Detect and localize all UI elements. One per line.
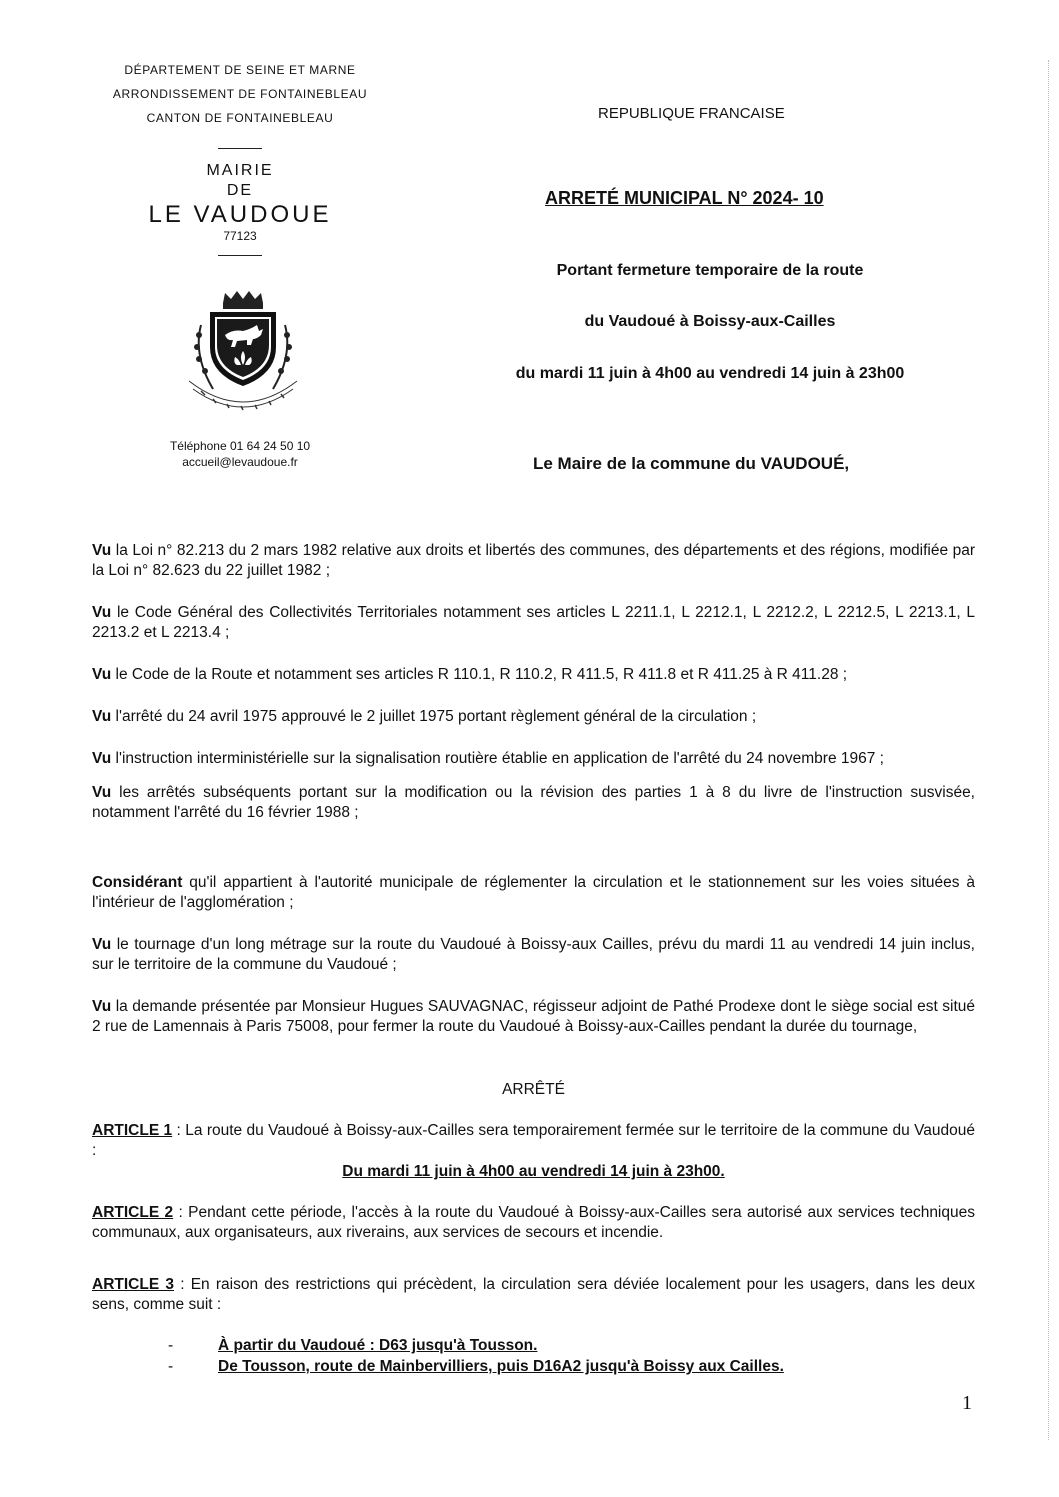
article-3 bbox=[92, 1275, 975, 1315]
maire-heading: Le Maire de la commune du VAUDOUÉ, bbox=[533, 454, 850, 473]
visa-text: le Code Général des Collectivités Territoriales notamment ses articles L 2211.1, L 2212.1, L 2212.2, L 2212.5, L 2213.1, L 2213.2 et L 2213.4 ; bbox=[92, 604, 975, 641]
visa-paragraph bbox=[92, 603, 975, 643]
article-label: ARTICLE 2 bbox=[92, 1204, 174, 1221]
article-label: ARTICLE 3 bbox=[92, 1276, 174, 1293]
visa-paragraph bbox=[92, 665, 975, 685]
article-2 bbox=[92, 1203, 975, 1243]
visa-text: le Code de la Route et notamment ses articles R 110.1, R 110.2, R 411.5, R 411.8 et R 411.25 à R 411.28 ; bbox=[111, 666, 848, 683]
article-label: ARTICLE 1 bbox=[92, 1122, 173, 1139]
bottom-rule bbox=[218, 255, 262, 256]
article-text: : Pendant cette période, l'accès à la route du Vaudoué à Boissy-aux-Cailles sera autorisé aux services techniques communaux, aux organisateurs, aux riverains, aux services de secours et incendie. bbox=[92, 1204, 975, 1241]
article-text: : La route du Vaudoué à Boissy-aux-Cailles sera temporairement fermée sur le territoire de la commune du Vaudoué : bbox=[92, 1122, 975, 1159]
visa-lead: Vu bbox=[92, 666, 112, 683]
visa-text: la demande présentée par Monsieur Hugues SAUVAGNAC, régisseur adjoint de Pathé Prodexe dont le siège social est situé 2 rue de Lamennais à Paris 75008, pour fermer la route du Vaudoué à Boissy-aux-Cailles pendant la durée du tournage, bbox=[92, 998, 975, 1035]
arrete-heading: ARRÊTÉ bbox=[502, 1081, 565, 1098]
visa-lead: Vu bbox=[92, 750, 112, 767]
visa-paragraph bbox=[92, 541, 975, 581]
visa-text: les arrêtés subséquents portant sur la modification ou la révision des parties 1 à 8 du livre de l'instruction susvisée, notamment l'arrêté du 16 février 1988 ; bbox=[92, 784, 975, 821]
top-rule bbox=[218, 148, 262, 149]
telephone: Téléphone 01 64 24 50 10 bbox=[169, 439, 311, 453]
arrondissement-line: ARRONDISSEMENT DE FONTAINEBLEAU bbox=[112, 87, 368, 101]
municipal-crest-icon bbox=[183, 285, 303, 413]
list-dash: - bbox=[168, 1358, 174, 1375]
visa-paragraph bbox=[92, 935, 975, 975]
considerant-lead: Considérant bbox=[92, 874, 183, 891]
deviation-text: De Tousson, route de Mainbervilliers, puis D16A2 jusqu'à Boissy aux Cailles. bbox=[218, 1358, 784, 1375]
list-dash: - bbox=[168, 1337, 174, 1354]
republique-heading: REPUBLIQUE FRANCAISE bbox=[598, 105, 785, 122]
deviation-text: À partir du Vaudoué : D63 jusqu'à Tousson. bbox=[218, 1337, 538, 1354]
deviation-item bbox=[168, 1337, 537, 1355]
article-1-period: Du mardi 11 juin à 4h00 au vendredi 14 juin à 23h00. bbox=[342, 1163, 725, 1180]
canton-line: CANTON DE FONTAINEBLEAU bbox=[146, 111, 334, 125]
scan-edge-line bbox=[1048, 60, 1049, 1440]
mairie-label: MAIRIE bbox=[206, 162, 274, 179]
visa-text: l'arrêté du 24 avril 1975 approuvé le 2 juillet 1975 portant règlement général de la circulation ; bbox=[111, 708, 757, 725]
page-number: 1 bbox=[962, 1392, 972, 1414]
administrative-header bbox=[60, 58, 420, 130]
visa-text: le tournage d'un long métrage sur la route du Vaudoué à Boissy-aux Cailles, prévu du mardi 11 au vendredi 14 juin inclus, sur le territoire de la commune du Vaudoué ; bbox=[92, 936, 975, 973]
visa-lead: Vu bbox=[92, 998, 112, 1015]
commune-name: LE VAUDOUE bbox=[148, 201, 332, 228]
visa-paragraph bbox=[92, 707, 975, 727]
article-text: : En raison des restrictions qui précèdent, la circulation sera déviée localement pour les usagers, dans les deux sens, comme suit : bbox=[92, 1276, 975, 1313]
subtitle-line-3: du mardi 11 juin à 4h00 au vendredi 14 juin à 23h00 bbox=[515, 365, 905, 382]
visa-text: l'instruction interministérielle sur la signalisation routière établie en application de l'arrêté du 24 novembre 1967 ; bbox=[111, 750, 884, 767]
email: accueil@levaudoue.fr bbox=[182, 455, 298, 469]
article-1 bbox=[92, 1121, 975, 1161]
postcode: 77123 bbox=[223, 229, 257, 243]
deviation-item bbox=[168, 1358, 784, 1376]
considerant-paragraph bbox=[92, 873, 975, 913]
visa-lead: Vu bbox=[92, 542, 112, 559]
visa-paragraph bbox=[92, 749, 975, 769]
de-label: DE bbox=[226, 182, 254, 199]
visa-paragraph bbox=[92, 783, 975, 823]
considerant-text: qu'il appartient à l'autorité municipale de réglementer la circulation et le stationnement sur les voies situées à l'intérieur de l'agglomération ; bbox=[92, 874, 975, 911]
arrete-title: ARRETÉ MUNICIPAL N° 2024- 10 bbox=[545, 188, 824, 208]
visa-lead: Vu bbox=[92, 708, 112, 725]
contact-block bbox=[60, 438, 420, 470]
visa-paragraph bbox=[92, 997, 975, 1037]
departement-line: DÉPARTEMENT DE SEINE ET MARNE bbox=[124, 63, 356, 77]
visa-lead: Vu bbox=[92, 784, 112, 801]
mairie-block bbox=[60, 148, 420, 256]
visa-lead: Vu bbox=[92, 604, 112, 621]
visa-text: la Loi n° 82.213 du 2 mars 1982 relative aux droits et libertés des communes, des départements et des régions, modifiée par la Loi n° 82.623 du 22 juillet 1982 ; bbox=[92, 542, 975, 579]
visa-lead: Vu bbox=[92, 936, 112, 953]
subtitle-line-1: Portant fermeture temporaire de la route bbox=[556, 262, 864, 279]
subtitle-line-2: du Vaudoué à Boissy-aux-Cailles bbox=[584, 313, 836, 330]
